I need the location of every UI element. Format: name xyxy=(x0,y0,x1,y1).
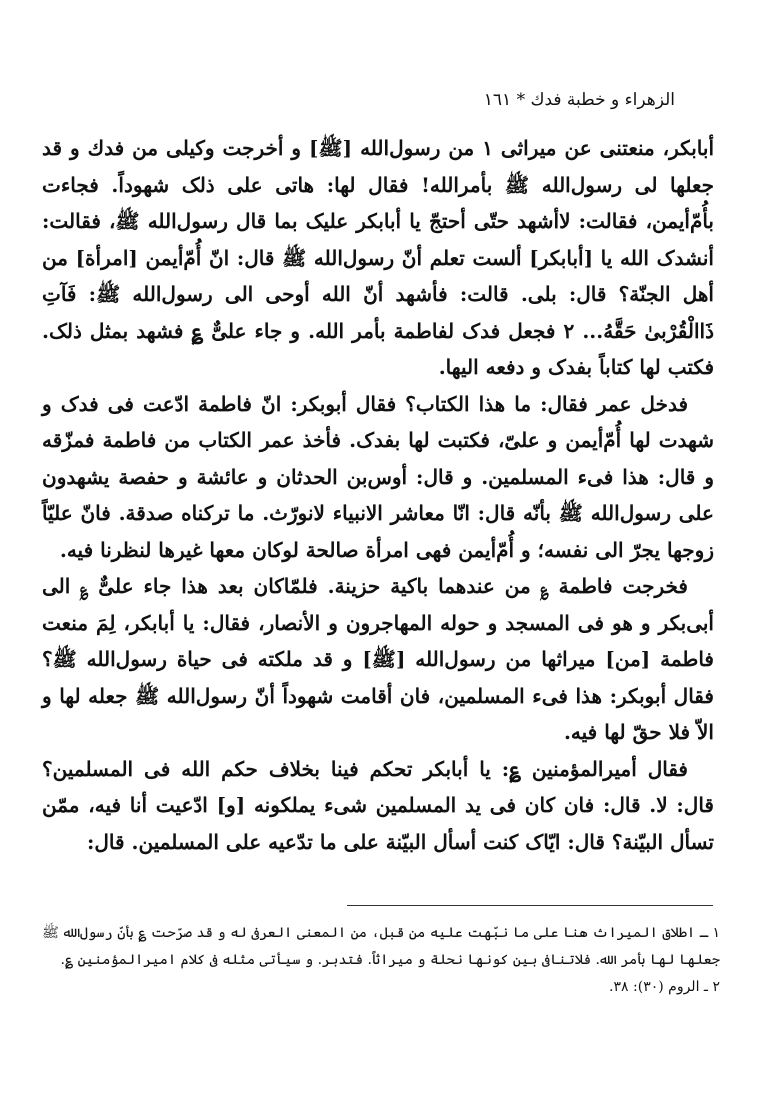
running-header xyxy=(75,88,675,112)
footnote-divider xyxy=(347,905,713,906)
page-number: ١٦١ xyxy=(483,90,512,110)
main-text xyxy=(42,130,714,860)
footnote-2: ٢ ـ الروم (٣٠): ٣٨. xyxy=(609,979,720,995)
paragraph-4: فقال أميرالمؤمنين ؏: يا أبابكر تحكم فينا بخلاف حكم الله فى المسلمين؟ قال: لا. قال: فان كان فى يد المسلمين شىء يملكونه [و] ادّعيت أنا فيه، ممّن تسأل البيّنة؟ قال: ايّاک كنت أسأل البيّنة على ما تدّعيه على المسلمين. قال: xyxy=(42,756,714,854)
paragraph-2: فدخل عمر فقال: ما هذا الكتاب؟ فقال أبوبكر: انّ فاطمة ادّعت فى فدک و شهدت لها أُمّ‌أيمن و علىّ، فكتبت لها بفدک. فأخذ عمر الكتاب من فاطمة فمزّقه و قال: هذا فىء المسلمين. و قال: أوس‌بن الحدثان و عائشة و حفصة يشهدون على رسول‌الله ﷺ بأنّه قال: انّا معاشر الانبياء لانورّث. ما تركناه صدقة. فانّ عليّاً زوجها يجرّ الى نفسه؛ و أُمّ‌أيمن فهى امرأة صالحة لوكان معها غيرها لنظرنا فيه. xyxy=(42,391,714,562)
header-separator: * xyxy=(516,90,526,110)
paragraph-1: أبابكر، منعتنى عن ميراثى ١ من رسول‌الله [ﷺ] و أخرجت وكيلى من فدك و قد جعلها لى رسول‌الله ﷺ بأمرالله! فقال لها: هاتى على ذلک شهوداً. فجاءت بأُمّ‌أيمن، فقالت: لاأشهد حتّى أحتجّ يا أبابكر عليک بما قال رسول‌الله ﷺ، فقالت: أنشدک الله يا [أبابكر] ألست تعلم أنّ رسول‌الله ﷺ قال: انّ أُمّ‌أيمن [امرأة] من أهل الجنّة؟ قال: بلى. قالت: فأشهد أنّ الله أوحى الى رسول‌الله ﷺ: فَآتِ ذَاالْقُرْبىٰ حَقَّهُ... ٢ فجعل فدک لفاطمة بأمر الله. و جاء علىٌّ ؏ فشهد بمثل ذلک. فكتب لها كتاباً بفدک و دفعه اليها. xyxy=(42,136,714,379)
header-title: الزهراء و خطبة فدك xyxy=(530,90,675,110)
footnote-1: ١ ـ اطلاق الميراث هنا على ما نبّهت عليه من قبل، من المعنى العرفى له و قد صرّحت ؏ بأنّ رسول‌الله ﷺ جعلها لها بأمر الله. فلاتنافى بين كونها نحلة و ميراثاً. فتدبر. و سيأتى مثله فى كلام اميرالمؤمنين ؏. xyxy=(42,925,720,968)
paragraph-3: فخرجت فاطمة ؏ من عندهما باكية حزينة. فلمّاكان بعد هذا جاء علىٌّ ؏ الى أبى‌بكر و هو فى المسجد و حوله المهاجرون و الأنصار، فقال: يا أبابكر، لِمَ منعت فاطمة [من] ميراثها من رسول‌الله [ﷺ] و قد ملكته فى حياة رسول‌الله ﷺ؟ فقال أبوبكر: هذا فىء المسلمين، فان أقامت شهوداً أنّ رسول‌الله ﷺ جعله لها و الاّ فلا حقّ لها فيه. xyxy=(42,574,714,744)
footnotes xyxy=(42,920,720,1001)
